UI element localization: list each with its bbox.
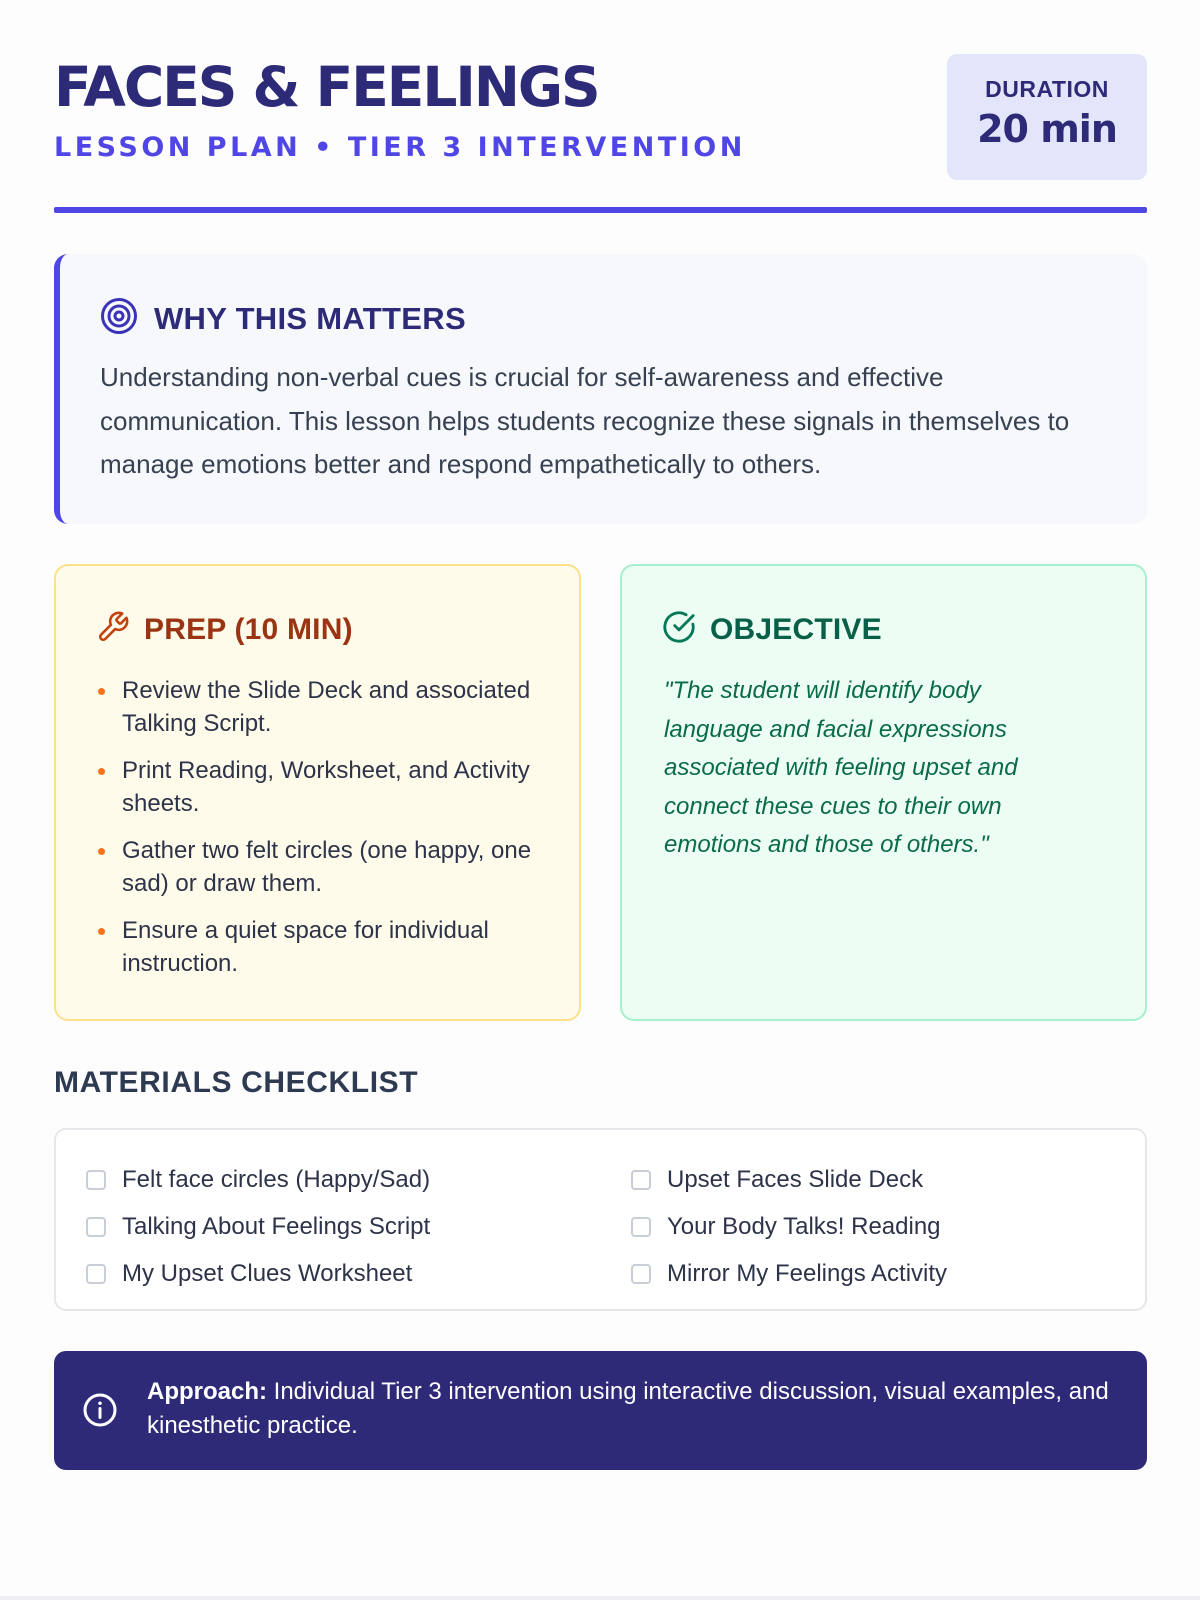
objective-title: OBJECTIVE	[710, 612, 882, 646]
page-title: FACES & FEELINGS	[54, 55, 599, 119]
lesson-plan-page	[54, 0, 1147, 1439]
why-title: WHY THIS MATTERS	[154, 300, 466, 336]
checkbox[interactable]	[86, 1170, 106, 1190]
approach-text	[147, 1375, 1127, 1443]
objective-card	[620, 564, 1147, 1021]
duration-label: DURATION	[985, 76, 1109, 102]
header-divider	[54, 207, 1147, 213]
why-header	[100, 297, 466, 340]
approach-body: Individual Tier 3 intervention using interactive discussion, visual examples, and kinesthetic practice.	[147, 1378, 1109, 1439]
checklist-label: My Upset Clues Worksheet	[122, 1259, 413, 1287]
materials-title: MATERIALS CHECKLIST	[54, 1066, 419, 1099]
approach-label: Approach:	[147, 1378, 267, 1405]
checklist-label: Mirror My Feelings Activity	[667, 1259, 948, 1287]
prep-item: Review the Slide Deck and associated Talking Script.	[96, 674, 546, 740]
duration-badge	[947, 54, 1147, 180]
footer-strip	[0, 1596, 1200, 1600]
prep-item: Gather two felt circles (one happy, one sad) or draw them.	[96, 834, 546, 900]
materials-column-right	[631, 1156, 947, 1297]
prep-item: Ensure a quiet space for individual instruction.	[96, 914, 546, 980]
prep-item: Print Reading, Worksheet, and Activity sheets.	[96, 754, 546, 820]
checklist-item[interactable]	[631, 1203, 947, 1250]
materials-column-left	[86, 1156, 430, 1297]
checklist-item[interactable]	[86, 1250, 430, 1297]
checklist-item[interactable]	[86, 1203, 430, 1250]
objective-header	[662, 610, 882, 649]
checklist-label: Your Body Talks! Reading	[667, 1212, 941, 1240]
materials-checklist	[54, 1128, 1147, 1311]
checklist-label: Felt face circles (Happy/Sad)	[122, 1165, 431, 1193]
checkbox[interactable]	[86, 1264, 106, 1284]
check-circle-icon	[662, 610, 696, 649]
why-text: Understanding non-verbal cues is crucial for self-awareness and effective communication. This lesson helps students recognize these signals in themselves to manage emotions better and respond empathetically to others.	[100, 362, 1070, 479]
wrench-icon	[96, 610, 130, 649]
checkbox[interactable]	[631, 1217, 651, 1237]
prep-title: PREP (10 MIN)	[144, 612, 353, 646]
objective-text: "The student will identify body language and facial expressions associated with feeling upset and connect these cues to their own emotions and those of others."	[664, 677, 1018, 858]
approach-banner	[54, 1351, 1147, 1470]
page-header	[54, 0, 1147, 213]
prep-list	[96, 674, 546, 994]
checklist-item[interactable]	[631, 1250, 947, 1297]
page-subtitle: LESSON PLAN • TIER 3 INTERVENTION	[54, 132, 746, 163]
why-this-matters-card	[54, 254, 1147, 524]
target-icon	[100, 297, 138, 340]
info-icon	[82, 1392, 118, 1433]
checklist-label: Talking About Feelings Script	[122, 1212, 431, 1240]
checklist-item[interactable]	[86, 1156, 430, 1203]
duration-value: 20 min	[977, 107, 1117, 151]
checkbox[interactable]	[631, 1264, 651, 1284]
checkbox[interactable]	[631, 1170, 651, 1190]
checklist-label: Upset Faces Slide Deck	[667, 1165, 924, 1193]
prep-header	[96, 610, 353, 649]
checkbox[interactable]	[86, 1217, 106, 1237]
prep-card	[54, 564, 581, 1021]
checklist-item[interactable]	[631, 1156, 947, 1203]
